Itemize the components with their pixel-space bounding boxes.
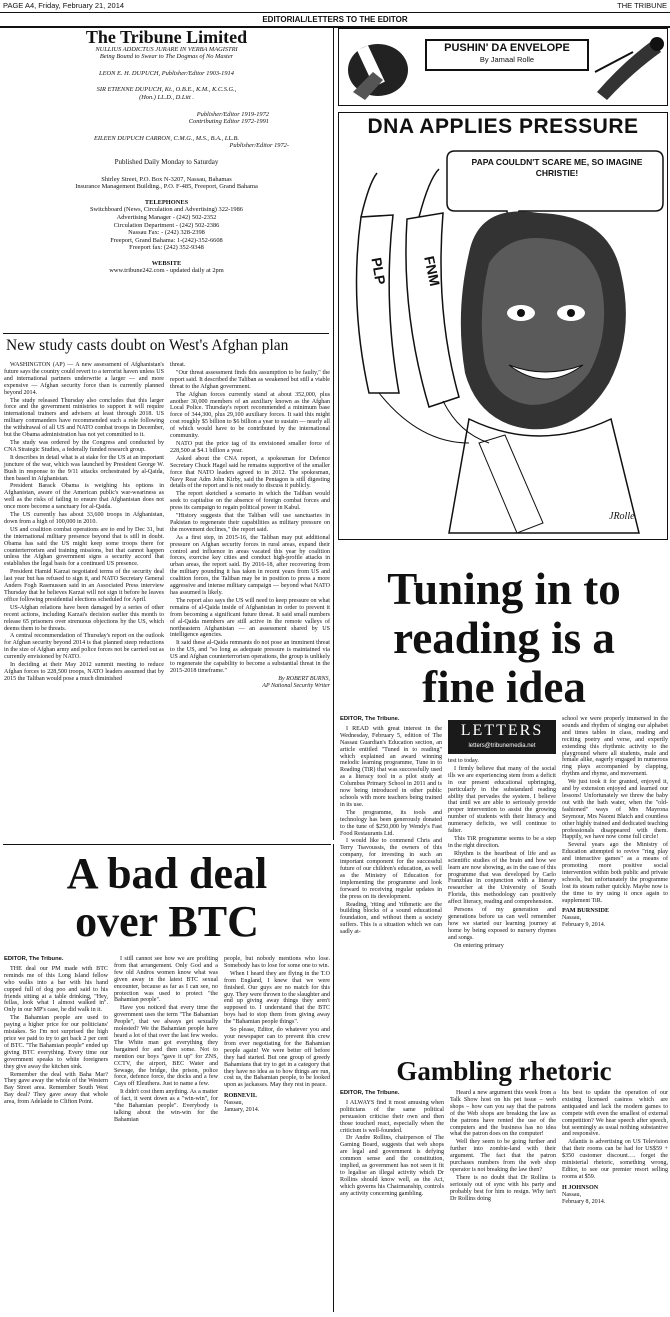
masthead (4, 28, 329, 328)
letters-email[interactable]: letters@tribunemedia.net (468, 743, 536, 749)
afghan-p8: President Hamid Karzai negotiated terms of the security deal last year but has refused to sign it, and NATO Secretary General Anders Fogh Rasmussen said in an Associated Press interview Thursday that he believes Karzai will not sign it before he leaves office following presidential elections scheduled for April. (4, 569, 164, 603)
gambling-headline: Gambling rhetoric (396, 1056, 612, 1086)
publisher-2-degrees: (Hon.) LL.D., D.Litt . (139, 93, 194, 101)
tuning-p2: The programme, its tools and technology has been generously donated to the tune of $250,000 by Wendy's Fast Food Restaurants Ltd. (340, 809, 442, 837)
btc-p7: people, but nobody mentions who lose. Somebody has to lose for some one to win. (224, 956, 330, 969)
afghan-p10: A central recommendation of Thursday's report on the outlook for Afghan security beyond 2014 is that planned steep reductions in the size of Afghan army and police forces not be carried out as currently envisioned by NATO. (4, 633, 164, 661)
afghan-p19: As a first step, in 2015-16, the Taliban may put additional pressure on Afghan security forces in rural areas, expand their control and influence in areas vacated this year by coalition forces, exercise key cities and conduct high-profile attacks in urban areas, the report said. By 2016-18, after recovering from the military pounding it has taken in recent years from US and coalition forces, the Taliban may be in position to press a more aggressive and intense military campaign — beyond what NATO has assumed is likely. (170, 534, 330, 596)
tuning-p11: school we were properly immersed in the sounds and rhythm of singing our alphabet and times tables in class, reading and reciting poetry and verse, and expertly extending this rhythmic activity to the playground where all students, male and female alike, eagerly engaged in numerous ring plays accompanied by clapping, rhythm and rhyme, and movement. (562, 716, 668, 778)
motto: NULLIUS ADDICTUS JURARE IN VERBA MAGISTRI (95, 45, 238, 53)
btc-column-2 (114, 956, 218, 1311)
tuning-headline-line-3: fine idea (422, 662, 586, 712)
tuning-p9: Persons of my generation and generations before us can well remember how we started our learning journey at home by being exposed to nursery rhymes and songs. (448, 907, 556, 941)
afghan-p3: The study was ordered by the Congress and conducted by CNA Strategic Studies, a federally funded research group. (4, 439, 164, 453)
gambling-sig-name: H JOHNSON (562, 1183, 599, 1191)
publisher-2: SIR ETIENNE DUPUCH, Kt., O.B.E., K.M., K.C.S.G., (96, 86, 237, 94)
btc-p4: I still cannot see how we are profiting from that arrangement. Only God and a few old Andros women know what was given away in the latest BTC sexual encounter, because as far as I can see, no protection was used to protect "the Bahamian people". (114, 956, 218, 1004)
tel-switchboard: Switchboard (News, Circulation and Advertising) 322-1986 (90, 206, 243, 214)
tuning-p4: Reading, 'riting and 'rithmetic are the building blocks of a sound educational foundation, and without them a society suffers. This is a situation which we can sadly at- (340, 901, 442, 936)
afghan-p2: The study released Thursday also concludes that this larger force and the government ministries to support it will require international trainers and advisers at least through 2018. US military commanders have recommended such a role following the withdrawal of all US and NATO combat troops in December, but the Obama administration has not yet committed to it. (4, 397, 164, 439)
tuning-p8: Rhythm is the heartbeat of life and as scientific studies of the brain and how we learn are now showing, as in the case of this programme that was developed by Carlo Franzblau in conjunction with a literary researcher at the University of South Florida, this methodology can positively affect literacy, reading and comprehension. (448, 850, 556, 906)
publisher-2-years: Publisher/Editor 1919-1972 (196, 110, 269, 118)
afghan-p1: WASHINGTON (AP) — A new assessment of Afghanistan's future says the country could revert to a terrorist haven unless US and international partners underwrite a larger — and more expensive — Afghan security force than is currently planned beyond 2014. (4, 362, 164, 396)
publisher-2-contrib: Contributing Editor 1972-1991 (188, 118, 269, 126)
tuning-sig-date: February 9, 2014. (562, 922, 606, 929)
letters-logo (448, 720, 556, 754)
tuning-headline-line-2: reading is a (393, 613, 615, 663)
afghan-p14: The Afghan forces currently stand at about 352,000, plus another 30,000 members of an auxiliary known as the Afghan Local Police. Thursday's report recommended a minimum base force of 344,300, plus 29,100 auxiliary forces. It said this might cost roughly $5 billion to $6 billion a year to sustain — nearly all of which would have to be contributed by the international community. (170, 391, 330, 440)
letters-logo-text: LETTERS (460, 722, 544, 739)
page-info: PAGE A4, Friday, February 21, 2014 (3, 1, 125, 10)
address-freeport: Insurance Management Building., P.O. F-485, Freeport, Grand Bahama (75, 183, 258, 191)
ribbon-plp: PLP (368, 256, 389, 286)
afghan-p4: It describes in detail what is at stake for the US at an important juncture of the war, which was launched by President George W. Bush in response to the 9/11 attacks orchestrated by al-Qaida, then based in Afghanistan. (4, 454, 164, 482)
cartoon-speech: PAPA COULDN'T SCARE ME, SO IMAGINE CHRISTIE! (471, 157, 643, 178)
motto-translation: Being Bound to Swear to The Dogmas of No Master (99, 53, 234, 61)
envelope-box (425, 39, 589, 71)
tuning-p6: I firmly believe that many of the social ills we are experiencing stem from a deficit in our present educational upbringing, particularly in the substandard reading ability that pervades the system. I believe that until we are able to seriously provide proper intervention to assist the growing number of students with their literacy and numeracy deficits, we will continue to falter. (448, 765, 556, 835)
afghan-p6: The US currently has about 33,600 troops in Afghanistan, down from a high of 100,000 in 2010. (4, 512, 164, 525)
tuning-column-2 (448, 758, 556, 949)
afghan-p15: NATO put the price tag of its envisioned smaller force of 228,500 at $4.1 billion a year. (170, 440, 330, 454)
gambling-editor: EDITOR, The Tribune. (340, 1090, 400, 1096)
btc-p3: Remember the deal with Baha Mar? They gave away the whole of the Western Bay Street area. Remember South West Bay deal? They gave away that whole area, from Adelaide to Clifton Point. (4, 1071, 108, 1106)
address-nassau: Shirley Street, P.O. Box N-3207, Nassau, Bahamas (101, 175, 232, 183)
lower-column-rule (333, 844, 334, 1312)
afghan-p20: The report also says the US will need to keep pressure on what remains of al-Qaida inside of Afghanistan in order to prevent it from becoming a significant future threat. It said small numbers of al-Qaida members are still active in the remote valleys of northeastern Afghanistan — an assessment shared by US intelligence agencies. (170, 597, 330, 639)
gambling-column-2 (450, 1090, 556, 1310)
afghan-p13: "Our threat assessment finds this assumption to be faulty," the report said. It described the Taliban as weakened but still a viable threat to the Afghan government. (170, 369, 330, 390)
tuning-headline (340, 565, 668, 712)
tuning-sig-place: Nassau, (562, 915, 582, 922)
gambling-p2: Dr Andre Rollins, chairperson of The Gaming Board, suggests that web shops are legal and government is defying common sense and the constitution, implied, as government has not seen it fit to legalise an illegal activity which Dr Rollins should know well, as the Act, which governs his Chairmanship, controls any activity concerning gambling. (340, 1135, 444, 1197)
website-heading: WEBSITE (151, 259, 182, 267)
tuning-p1: I READ with great interest in the Wednesday, February 5, edition of The Nassau Guardian's Education section, an article entitled "Tuned in to reading" which explained an award winning melodic learning programme, Tune in to Reading (TiR) that was successfully used as a literacy tool in a pilot study at Columbus Primary School in 2011 and is now being introduced in other public schools with more teachers being trained in its use. (340, 725, 442, 808)
gambling-p7: Atlantis is advertising on US Television that their rooms can be had for US$59 + $350 customer discount…. forget the ministerial rhetoric, something wrong, Editor, to see our premier resort selling rooms at $59. (562, 1139, 668, 1180)
btc-p5: Have you noticed that every time the government uses the term "The Bahamian People", that we always get sexually molested? We the Bahamian people have heard a lot of that over the last few weeks. The White man got everything they bargained for and then some. Not to mention our boys "gave it up" for ZNS, CCTV, the airport, BEC Water and Sewage, the bridge, the prison, police force, defence force, the docks and a few Cays off Eleuthera. Just to name a few. (114, 1005, 218, 1088)
afghan-column-2 (170, 362, 330, 840)
tuning-p3: I would like to commend Chris and Terry Tsavoussis, the owners of this company, for investing in such an important component for the successful future of our children's education, as well as the Ministry of Education for implementing the programme and look forward to receiving regular updates in the press on its development. (340, 838, 442, 900)
afghan-p16: Asked about the CNA report, a spokesman for Defence Secretary Chuck Hagel said he remains supportive of the smaller force that NATO leaders agreed to in 2012. The spokesman, Navy Rear Adm John Kirby, said the Pentagon is still digesting details of the report and is not ready to discuss it publicly. (170, 455, 330, 490)
cartoon-panel (338, 28, 668, 540)
gambling-sig-date: February 8, 2014. (562, 1198, 606, 1205)
cartoon-banner (338, 28, 668, 106)
published-schedule: Published Daily Monday to Saturday (114, 157, 219, 166)
afghan-p5: President Barack Obama is weighing his options in Afghanistan, aware of the American public's war-weariness as well as the risks of failing to ensure that Afghanistan does not once more become a sanctuary for al-Qaida. (4, 483, 164, 511)
afghan-column-1 (4, 362, 164, 840)
pen-hand-drawing-icon (343, 32, 413, 102)
btc-column-1 (4, 956, 108, 1311)
paper-name: THE TRIBUNE (617, 1, 667, 10)
btc-p8: When I heard they are flying in the T.O from England, I knew that we were finished. Our guys are no match for this guy. They were thrown to the slaughter and end up giving away things they aren't supposed to. I understand that the BTC boys had to stop them from giving away the "Bahamian people things". (224, 970, 330, 1026)
gambling-column-3 (562, 1090, 668, 1310)
gambling-p1: I ALWAYS find it most amusing when politicians of the same political persuasion criticise their own and then those touched react, especially when the criticism is well-founded. (340, 1099, 444, 1134)
afghan-p12: threat. (170, 362, 186, 368)
tuning-editor: EDITOR, The Tribune. (340, 716, 400, 722)
tuning-column-3 (562, 716, 668, 929)
telephones-heading: TELEPHONES (144, 198, 189, 206)
gambling-p4: Well they seem to be going further and further into zombie-land with their argument. The fact that the patron purchases numbers from the web shop operator is not breaking the law then? (450, 1139, 556, 1173)
btc-rule (3, 844, 331, 845)
btc-sig-name: ROBNEVIL (224, 1092, 258, 1100)
btc-headline-line-2: over BTC (75, 897, 259, 946)
afghan-byline-title: AP National Security Writer (262, 682, 330, 689)
website-url[interactable]: www.tribune242.com - updated daily at 2pm (109, 267, 224, 275)
section-title: EDITORIAL/LETTERS TO THE EDITOR (262, 15, 408, 24)
page-header (0, 0, 670, 12)
gambling-column-1 (340, 1090, 444, 1310)
trumpet-drawing-icon (593, 32, 665, 104)
btc-column-3 (224, 956, 330, 1311)
tuning-sig-name: PAM BURNSIDE (562, 907, 610, 915)
publisher-1: LEON E. H. DUPUCH, Publisher/Editor 1903-1914 (99, 69, 234, 77)
tuning-p7: This TiR programme seems to be a step in the right direction. (448, 835, 556, 849)
gambling-p6: his best to update the operation of our existing licensed casinos which are antiquated and lack the modern games to compete with even the smallest of external competition? We hear speech after speech, but seemingly as usual nothing substantive and responsive. (562, 1090, 668, 1138)
afghan-byline: By ROBERT BURNS, (278, 675, 330, 682)
column-rule (333, 28, 334, 840)
afghan-p7: US and coalition combat operations are to end by Dec 31, but the international military presence beyond that is still in doubt. Obama has said the US might keep some troops there for counterterrorism and training missions, but that cannot happen unless the Afghan government signs a security accord that establishes the legal basis for a continued US presence. (4, 526, 164, 568)
btc-p9: So please, Editor, do whatever you and your newspaper can to prevent this crew from ever negotiating for the Bahamian people again! We were better off before they had started. But one group of greedy Bahamians that try to get in a category that they have no idea as to how things are run, cost us, the Bahamian people, to be looked upon as jackasses. May they rest in peace. (224, 1027, 330, 1089)
cartoon-banner-title: PUSHIN' DA ENVELOPE (444, 42, 570, 54)
masthead-title: The Tribune Limited (85, 27, 248, 47)
btc-headline (4, 850, 330, 946)
afghan-p17: The report sketched a scenario in which the Taliban would seek to capitalise on the absence of foreign combat forces and press its campaign to regain political power in Kabul. (170, 491, 330, 512)
afghan-p11: In deciding at their May 2012 summit meeting to reduce Afghan forces to 228,500 troops, NATO leaders assumed that by 2015 the Taliban would pose a much diminished (4, 662, 164, 682)
tuning-p12: We just took it for granted, enjoyed it, and by extension enjoyed and learned our lessons! Unfortunately we threw the baby out with the bath water, when the "old-fashioned" ways of Mrs Mayrona Seymour, Mrs Naomi Blatch and countless other highly trained and dedicated teaching professionals disappeared with them. Happily, we have now come full circle! (562, 779, 668, 841)
cartoon-byline: By Jamaal Rolle (479, 55, 535, 64)
btc-p1: THE deal our PM made with BTC reminds me of this Long Island fellow who walks into a bar with his hand cupped full of dog poo and said to his friends sitting at a table drinking, "Hey, fellas, look what I almost walked in". Only in our MP's case, he did walk in it. (4, 965, 108, 1014)
section-bar (0, 12, 670, 28)
tel-circulation: Circulation Department - (242) 502-2386 (113, 221, 220, 229)
gambling-p5: There is no doubt that Dr Rollins is seriously out of sync with his party and probably best for him to resign. Why isn't Dr Rollins doing (450, 1174, 556, 1202)
btc-p6: It didn't cost them anything. As a matter of fact, it went down as a "win-win", for "the Bahamian people". Everybody is talking about the win-win for the Bahamian (114, 1089, 218, 1123)
tuning-p13: Several years ago the Ministry of Education attempted to revive "ring play and interactive games" as a means of promoting more positive social intervention within both public and private schools, but unfortunately the programme lost its steam rather quickly. Maybe now is the time to try using it once again to supplement TiR. (562, 842, 668, 904)
gambling-p3: Heard a new argument this week from a Talk Show host on his pet issue – web shops – how can you say that the patrons of the Web shops are breaking the law as the patrons have rented the use of the computers and the business has no idea what the patron does on the computer! (450, 1090, 556, 1138)
tuning-column-1 (340, 716, 442, 936)
cartoon-drawing (339, 143, 667, 539)
tel-freeport: Freeport, Grand Bahama: 1-(242)-352-6608 (110, 236, 223, 244)
btc-headline-line-1: A bad deal (66, 849, 268, 898)
cartoon-headline: DNA APPLIES PRESSURE (367, 115, 639, 138)
ribbon-fnm: FNM (421, 254, 444, 288)
afghan-p9: US-Afghan relations have been damaged by a series of other recent actions, including Karzai's decision earlier this month to release 65 prisoners over strenuous objections by the US, which deems them to be threats. (4, 604, 164, 632)
tel-nassau-fax: Nassau Fax: - (242) 328-2398 (128, 229, 205, 237)
afghan-p18: "History suggests that the Taliban will use sanctuaries in Pakistan to regenerate their capabilities as military pressure on the movement declines," the report said. (170, 513, 330, 533)
btc-p2: The Bahamian people are used to paying a higher price for our politicians' mistakes. So I'm not surprised the high price we paid to try to get back 2 per cent of BTC. "The Bahamian people" ended up giving BTC everything. Every time our government speaks to white foreigners they give away the kitchen sink. (4, 1015, 108, 1070)
tel-advertising: Advertising Manager - (242) 502-2352 (116, 213, 217, 221)
btc-sig-place: Nassau, (224, 1100, 244, 1107)
gambling-sig-place: Nassau, (562, 1191, 582, 1198)
afghan-p21: It said these al-Qaida remnants do not pose an imminent threat to the US, and "so long as adequate pressure is maintained via US and Afghan counterterrorism operations, the group is unlikely to regenerate the capability to become a substantial threat in the 2015-2018 timeframe." (170, 640, 330, 674)
tuning-p5: test to today. (448, 758, 479, 764)
tel-freeport-fax: Freeport fax: (242) 352-9348 (129, 244, 204, 252)
publisher-3-years: Publisher/Editor 1972- (229, 142, 289, 150)
btc-editor: EDITOR, The Tribune. (4, 956, 64, 962)
tuning-p10: On entering primary (454, 942, 504, 949)
cartoon-frame (338, 112, 668, 540)
cartoonist-signature: JRolle (609, 511, 635, 522)
afghan-headline: New study casts doubt on West's Afghan plan (6, 337, 289, 354)
publisher-3: EILEEN DUPUCH CARRON, C.M.G., M.S., B.A., LL.B. (93, 134, 240, 142)
tuning-headline-line-1: Tuning in to (387, 564, 621, 614)
btc-sig-date: January, 2014. (224, 1107, 260, 1114)
masthead-rule (3, 333, 329, 334)
